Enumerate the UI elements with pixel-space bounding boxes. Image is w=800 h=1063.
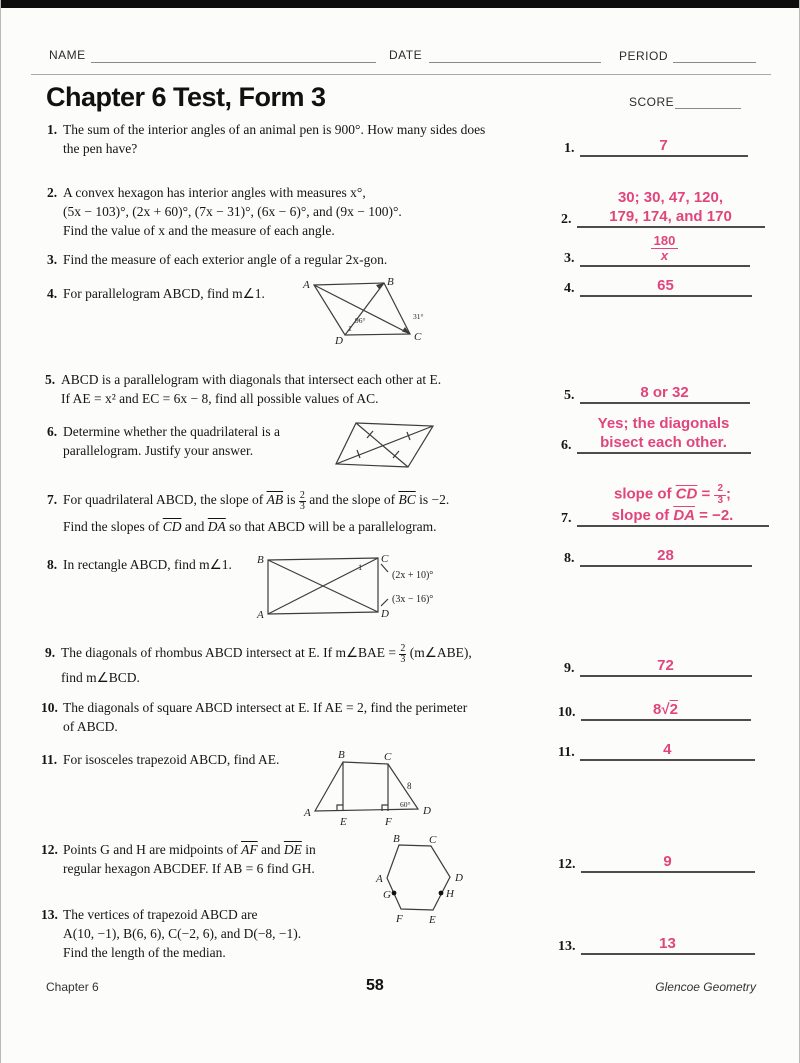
question-6 [47,422,280,460]
angle-96-label: 96° [355,316,366,325]
fraction-two-thirds: $\frac{2}{3}$ [714,484,726,506]
question-5-text: ABCD is a parallelogram with diagonals that intersect each other at E. [61,372,442,387]
segment-ab: $\overline{AB}$ [266,492,284,507]
question-9 [45,640,472,687]
vertex-label-a: A [303,279,310,291]
question-3 [47,250,387,269]
answer-6-value: bisect each other. [600,434,727,451]
answer-9-blank [580,656,752,677]
answer-1 [564,136,748,157]
question-7 [47,487,449,536]
question-4 [47,284,265,303]
question-13-number: 13. [41,907,58,922]
question-13-text: A(10, −1), B(6, 6), C(−2, 6), and D(−8, −1). [63,926,302,941]
question-8 [47,555,232,574]
answer-3 [564,234,750,267]
vertex-label-a: A [376,873,383,885]
question-5 [45,370,441,408]
vertex-label-b: B [338,749,345,761]
question-6-text: parallelogram. Justify your answer. [63,443,254,458]
answer-13 [558,934,755,955]
page-top-border [1,0,799,8]
angle-31-label: 31° [413,312,424,321]
question-12-text: regular hexagon ABCDEF. If AB = 6 find GH. [63,861,315,876]
question-12-text: and [257,842,284,857]
segment-af: $\overline{AF}$ [241,842,258,857]
vertex-label-c: C [384,751,392,763]
question-12 [41,840,316,878]
answer-7-blank [577,484,769,527]
answer-12 [558,852,755,873]
answer-13-blank [581,934,755,955]
name-blank-line [91,61,376,63]
quadrilateral-shape [336,423,433,467]
name-label: NAME [49,48,86,62]
segment-cd: $\overline{CD}$ [162,519,182,534]
question-12-number: 12. [41,842,58,857]
answer-1-value: 7 [659,137,668,154]
question-2-number: 2. [47,185,58,200]
question-7-text: so that ABCD will be a parallelogram. [225,519,437,534]
angle-60-label: 60° [400,800,411,809]
answer-4-number: 4. [564,281,575,296]
question-7-text: and [181,519,208,534]
figure-quadrilateral-q6 [332,417,467,475]
question-9-text: (m∠ABE), [406,645,472,660]
angle-expression-bottom: (3x − 16)° [392,594,434,605]
vertex-label-e: E [429,914,436,926]
question-2-text: (5x − 103)°, (2x + 60)°, (7x − 31)°, (6x − 6)°, and (9x − 100)°. [63,204,402,219]
question-10 [41,698,467,736]
segment-bc: $\overline{BC}$ [398,492,416,507]
angle-1-label: 1 [358,562,363,572]
answer-12-blank [581,852,755,873]
header-divider [31,74,771,75]
answer-9 [564,656,752,677]
answer-10-blank [581,700,751,721]
vertex-label-a: A [304,807,311,819]
vertex-label-b: B [393,833,400,845]
midpoint-label-h: H [446,888,454,900]
rectangle-shape [268,558,388,614]
angle-1-label: 1 [348,324,352,333]
score-blank-line [675,107,741,109]
answer-4 [564,276,752,297]
question-1-number: 1. [47,122,58,137]
answer-11-number: 11. [558,745,575,760]
question-5-text: If AE = x² and EC = 6x − 8, find all possible values of AC. [61,391,379,406]
fraction-two-thirds: $\frac{2}{3}$ [400,643,406,666]
question-6-number: 6. [47,424,58,439]
footer-page-number: 58 [366,977,384,994]
date-label: DATE [389,48,423,62]
segment-de: $\overline{DE}$ [283,842,302,857]
answer-10 [558,700,751,721]
period-blank-line [673,61,756,63]
vertex-label-b: B [257,554,264,566]
answer-9-value: 72 [657,657,674,674]
parallelogram-shape [314,283,410,335]
segment-da: $\overline{DA}$ [207,519,226,534]
question-3-text: Find the measure of each exterior angle of a regular 2x-gon. [63,252,388,267]
page-title: Chapter 6 Test, Form 3 [46,82,326,112]
answer-11-value: 4 [663,741,672,758]
answer-7-number: 7. [561,511,572,526]
question-1-text: the pen have? [63,141,138,156]
footer-brand: Glencoe Geometry [655,980,756,994]
answer-6-number: 6. [561,438,572,453]
vertex-label-b: B [387,277,394,288]
answer-13-number: 13. [558,939,576,954]
segment-da: $\overline{DA}$ [673,507,695,524]
answer-8 [564,546,752,567]
question-13-text: Find the length of the median. [63,945,226,960]
question-9-text: The diagonals of rhombus ABCD intersect at E. If m∠BAE = [61,645,400,660]
vertex-label-d: D [455,872,463,884]
vertex-label-c: C [381,553,389,565]
answer-5-number: 5. [564,388,575,403]
question-7-number: 7. [47,492,58,507]
question-11 [41,750,279,769]
question-5-number: 5. [45,372,56,387]
question-7-text: is [283,492,299,507]
question-10-number: 10. [41,700,58,715]
question-7-text: For quadrilateral ABCD, the slope of [63,492,267,507]
question-10-text: of ABCD. [63,719,118,734]
angle-expression-top: (2x + 10)° [392,570,434,581]
vertex-label-c: C [429,834,437,846]
answer-9-number: 9. [564,661,575,676]
question-8-number: 8. [47,557,58,572]
question-2 [47,183,402,240]
answer-7-value: slope of $\overline{DA} = -2$. [611,507,734,524]
question-4-text: For parallelogram ABCD, find m∠1. [63,286,265,301]
answer-7-value: slope of $\overline{CD}$ = $\frac{2}{3}$ ; [613,483,731,506]
question-12-text: Points G and H are midpoints of [63,842,242,857]
answer-13-value: 13 [659,935,676,952]
answer-8-value: 28 [657,547,674,564]
answer-8-number: 8. [564,551,575,566]
question-11-text: For isosceles trapezoid ABCD, find AE. [63,752,280,767]
vertex-label-d: D [381,608,389,620]
hexagon-shape [387,845,450,910]
question-1-text: The sum of the interior angles of an animal pen is 900°. How many sides does [63,122,486,137]
figure-parallelogram-q4 [299,277,471,353]
answer-4-blank [580,276,752,297]
answer-1-number: 1. [564,141,575,156]
question-6-text: Determine whether the quadrilateral is a [63,424,281,439]
vertex-label-a: A [257,609,264,621]
answer-2-number: 2. [561,212,572,227]
figure-rectangle-q8 [254,550,469,626]
answer-12-number: 12. [558,857,576,872]
answer-2-value: 179, 174, and 170 [609,208,732,225]
vertex-label-e: E [340,816,347,828]
answer-3-value: $\frac{180}{x}$ [651,234,679,262]
question-12-text: in [301,842,316,857]
question-7-text: is −2. [415,492,450,507]
answer-1-blank [580,136,748,157]
vertex-label-c: C [414,331,422,343]
question-2-text: A convex hexagon has interior angles with measures x°, [63,185,366,200]
vertex-label-d: D [423,805,431,817]
answer-12-value: 9 [663,853,672,870]
question-2-text: Find the value of x and the measure of each angle. [63,223,335,238]
question-9-text: find m∠BCD. [61,670,140,685]
vertex-label-f: F [385,816,392,828]
answer-2-blank [577,188,765,228]
figure-hexagon-q12 [359,833,474,931]
segment-cd: $\overline{CD}$ [675,485,698,503]
answer-6-value: Yes; the diagonals [597,415,730,432]
answer-3-number: 3. [564,250,575,266]
period-label: PERIOD [619,49,669,63]
question-13 [41,905,301,962]
vertex-label-d: D [335,335,343,347]
answer-11-blank [580,740,755,761]
vertex-label-f: F [396,913,403,925]
answer-11 [558,740,755,761]
question-7-text: Find the slopes of [63,519,163,534]
answer-5-value: 8 or 32 [640,384,689,401]
footer-chapter: Chapter 6 [46,980,99,994]
answer-5-blank [580,383,750,404]
answer-3-blank [580,234,750,267]
answer-6 [561,414,751,454]
side-length-8-label: 8 [407,781,412,791]
score-label: SCORE [629,95,675,109]
question-3-number: 3. [47,252,58,267]
answer-4-value: 65 [657,277,674,294]
question-9-number: 9. [45,645,56,660]
question-7-text: and the slope of [305,492,399,507]
answer-2 [561,188,765,228]
answer-2-value: 30; 30, 47, 120, [617,189,724,206]
question-4-number: 4. [47,286,58,301]
answer-8-blank [580,546,752,567]
question-1 [47,120,485,158]
answer-10-value: 8√2 [653,701,678,718]
question-13-text: The vertices of trapezoid ABCD are [63,907,258,922]
date-blank-line [429,61,601,63]
question-11-number: 11. [41,752,58,767]
answer-7 [561,484,769,527]
answer-6-blank [577,414,751,454]
question-8-text: In rectangle ABCD, find m∠1. [63,557,232,572]
midpoint-label-g: G [383,889,391,901]
figure-trapezoid-q11 [299,743,439,833]
answer-10-number: 10. [558,705,576,720]
fraction-two-thirds: $\frac{2}{3}$ [299,490,305,513]
question-10-text: The diagonals of square ABCD intersect at E. If AE = 2, find the perimeter [63,700,468,715]
answer-5 [564,383,750,404]
